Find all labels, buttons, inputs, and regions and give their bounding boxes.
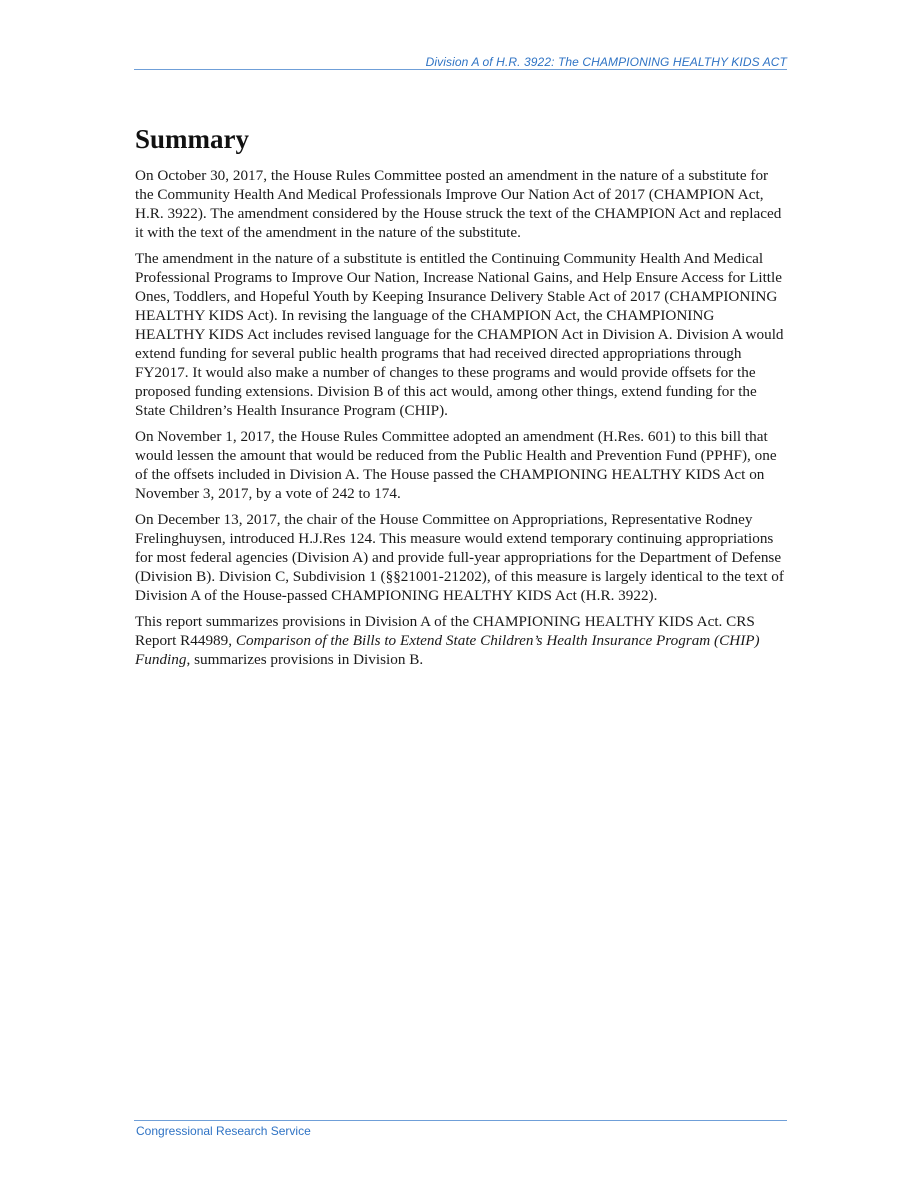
summary-heading: Summary [135, 124, 249, 154]
running-header-title: Division A of H.R. 3922: The CHAMPIONING HEALTHY KIDS ACT [425, 55, 787, 69]
summary-section [135, 122, 787, 676]
footer-divider [134, 1120, 787, 1121]
summary-paragraph-1: On October 30, 2017, the House Rules Committee posted an amendment in the nature of a substitute for the Community Health And Medical Professionals Improve Our Nation Act of 2017 (CHAMPION Act, H.R. 3922). The amendment considered by the House struck the text of the CHAMPION Act and replaced it with the text of the amendment in the nature of the substitute. [135, 167, 782, 241]
header-divider [134, 69, 787, 70]
summary-paragraph-2: The amendment in the nature of a substitute is entitled the Continuing Community Health And Medical Professional Programs to Improve Our Nation, Increase National Gains, and Help Ensure Access for Little Ones, Toddlers, and Hopeful Youth by Keeping Insurance Delivery Stable Act of 2017 (CHAMPIONING HEALTHY KIDS Act). In revising the language of the CHAMPION Act, the CHAMPIONING HEALTHY KIDS Act includes revised language for the CHAMPION Act in Division A. Division A would extend funding for several public health programs that had received directed appropriations through FY2017. It would also make a number of changes to these programs and would provide offsets for the proposed funding extensions. Division B of this act would, among other things, extend funding for the State Children’s Health Insurance Program (CHIP). [135, 250, 784, 419]
footer-organization: Congressional Research Service [136, 1124, 311, 1138]
crs-report-title: Comparison of the Bills to Extend State Children’s Health Insurance Program (CHIP) Funding [135, 632, 760, 668]
summary-paragraph-5-tail: , summarizes provisions in Division B. [186, 651, 424, 668]
summary-paragraph-5 [135, 612, 787, 669]
summary-paragraph-5-lead: This report summarizes provisions in Division A of the CHAMPIONING HEALTHY KIDS Act. CRS Report R44989, [135, 613, 755, 649]
summary-paragraph-4: On December 13, 2017, the chair of the House Committee on Appropriations, Representative Rodney Frelinghuysen, introduced H.J.Res 124. This measure would extend temporary continuing appropriations for most federal agencies (Division A) and provide full-year appropriations for the Department of Defense (Division B). Division C, Subdivision 1 (§§21001-21202), of this measure is largely identical to the text of Division A of the House-passed CHAMPIONING HEALTHY KIDS Act (H.R. 3922). [135, 511, 784, 604]
summary-paragraph-3: On November 1, 2017, the House Rules Committee adopted an amendment (H.Res. 601) to this bill that would lessen the amount that would be reduced from the Public Health and Prevention Fund (PPHF), one of the offsets included in Division A. The House passed the CHAMPIONING HEALTHY KIDS Act on November 3, 2017, by a vote of 242 to 174. [135, 428, 777, 502]
